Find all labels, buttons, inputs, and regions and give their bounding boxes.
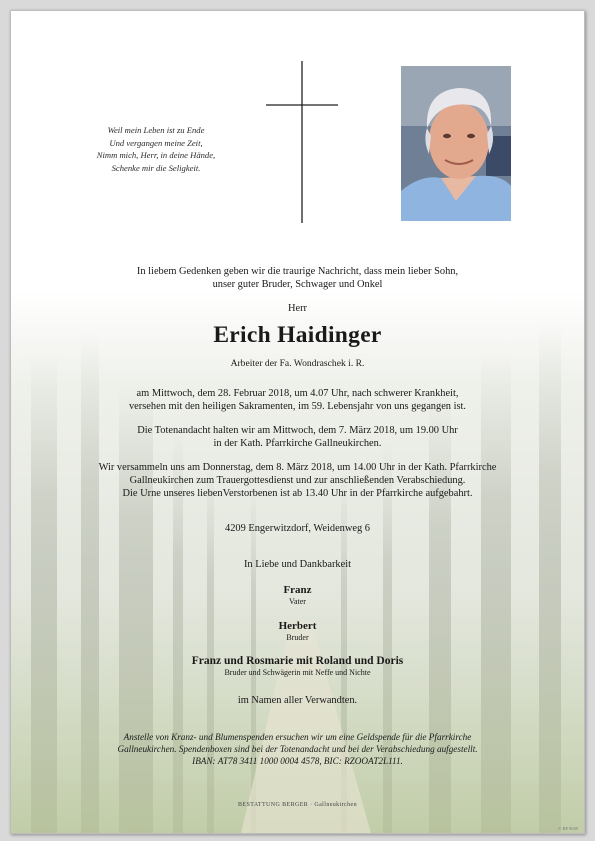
undertaker-imprint: BESTATTUNG BERGER · Gallneukirchen xyxy=(238,802,357,808)
funeral-info xyxy=(11,461,584,500)
prayer-info xyxy=(11,424,584,450)
mourner-entry xyxy=(11,584,584,607)
portrait-photo xyxy=(401,66,511,221)
portrait-photo-drawing xyxy=(401,66,511,221)
funeral-info-line: Die Urne unseres liebenVerstorbenen ist ab 13.40 Uhr in der Pfarrkirche aufgebahrt. xyxy=(122,488,473,499)
cross-icon xyxy=(266,61,338,223)
mourner-entry xyxy=(11,654,584,678)
poem-line: Schenke mir die Seligkeit. xyxy=(111,162,201,173)
parte-sheet xyxy=(10,10,585,834)
donation-note-line: IBAN: AT78 3411 1000 0004 4578, BIC: RZOOAT2L111. xyxy=(192,756,403,766)
deceased-name: Erich Haidinger xyxy=(213,322,382,348)
prayer-info-line: Die Totenandacht halten wir am Mittwoch, dem 7. März 2018, um 19.00 Uhr xyxy=(137,425,458,436)
donation-note-line: Gallneukirchen. Spendenboxen sind bei der Totenandacht und bei der Verabschiedung aufgestellt. xyxy=(117,744,478,754)
mourner-relation: Vater xyxy=(289,597,306,606)
print-code: © BP 9049 xyxy=(557,826,578,831)
parte-content xyxy=(11,11,584,833)
occupation: Arbeiter der Fa. Wondraschek i. R. xyxy=(230,358,365,369)
funeral-info-line: Wir versammeln uns am Donnerstag, dem 8. März 2018, um 14.00 Uhr in der Kath. Pfarrkirche xyxy=(98,462,497,473)
donation-note xyxy=(11,731,584,767)
funeral-info-line: Gallneukirchen zum Trauergottesdienst und zur anschließenden Verabschiedung. xyxy=(129,475,466,486)
death-info-line: versehen mit den heiligen Sakramenten, im 59. Lebensjahr von uns gegangen ist. xyxy=(128,401,467,412)
donation-note-line: Anstelle von Kranz- und Blumenspenden ersuchen wir um eine Geldspende für die Pfarrkirche xyxy=(123,732,472,742)
mourner-name: Franz xyxy=(283,584,312,596)
announcement xyxy=(11,265,584,291)
salutation: Herr xyxy=(287,303,308,314)
poem-line: Weil mein Leben ist zu Ende xyxy=(107,125,205,135)
mourner-name: Herbert xyxy=(278,620,317,632)
announcement-line: In liebem Gedenken geben wir die traurige Nachricht, dass mein lieber Sohn, xyxy=(136,266,459,277)
death-info xyxy=(11,387,584,413)
mourner-name: Franz und Rosmarie mit Roland und Doris xyxy=(191,655,404,667)
prayer-info-line: in der Kath. Pfarrkirche Gallneukirchen. xyxy=(213,438,382,449)
mourner-entry xyxy=(11,620,584,643)
poem-line: Nimm mich, Herr, in deine Hände, xyxy=(96,150,216,160)
mourner-relation: Bruder xyxy=(286,633,309,642)
poem-line: Und vergangen meine Zeit, xyxy=(109,137,203,148)
poem-verse xyxy=(61,124,251,174)
address: 4209 Engerwitzdorf, Weidenweg 6 xyxy=(225,523,370,534)
death-info-line: am Mittwoch, dem 28. Februar 2018, um 4.07 Uhr, nach schwerer Krankheit, xyxy=(136,388,459,399)
mourner-relation: Bruder und Schwägerin mit Neffe und Nichte xyxy=(224,668,371,677)
closing-phrase: In Liebe und Dankbarkeit xyxy=(243,559,352,570)
relatives-line: im Namen aller Verwandten. xyxy=(237,695,358,706)
announcement-line: unser guter Bruder, Schwager und Onkel xyxy=(212,279,383,290)
